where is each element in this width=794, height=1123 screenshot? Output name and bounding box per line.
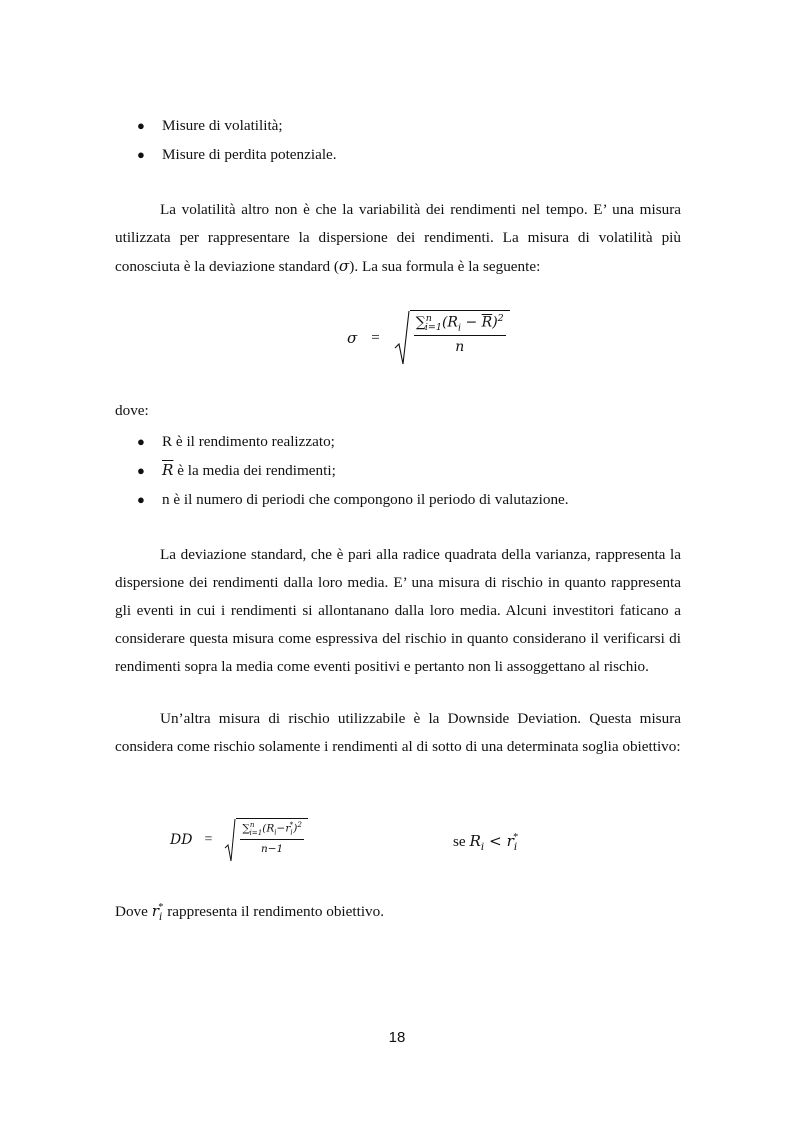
bullet-list-definitions (137, 427, 697, 514)
formula-numerator: $\sum^n_{i=1}(R_i - \overline{R})^2$ (414, 313, 506, 336)
bullet-icon: ● (137, 463, 145, 478)
bullet-icon: ● (137, 492, 145, 507)
formula-denominator: n (455, 339, 465, 356)
bullet-list-measures (137, 111, 697, 169)
list-item: ● R è il rendimento realizzato; (137, 427, 697, 456)
list-item: ● n è il numero di periodi che compongono il periodo di valutazione. (137, 485, 697, 514)
paragraph-standard-deviation: La deviazione standard, che è pari alla radice quadrata della varianza, rappresenta la dispersione dei rendimenti dalla loro media. E’ una misura di rischio in quanto rappresenta gli eventi in cui i rendimenti si allontanano dalla loro media. Alcuni investitori faticano a considerare questa misura come espressiva del rischio in quanto considerano il verificarsi di rendimenti sopra la media come eventi positivi e pertanto non li assoggettano al rischio. (115, 546, 681, 675)
formula-standard-deviation: σ = $\frac{\sum^n_{i=1}(R_i - \overline{R})^2}{n}$ (347, 310, 510, 366)
paragraph-downside-deviation: Un’altra misura di rischio utilizzabile è la Downside Deviation. Questa misura considera come rischio solamente i rendimenti al di sotto di una determinata soglia obiettivo: (115, 710, 681, 755)
formula-numerator: $\sum^n_{i=1}(R_i-r_i^*)^2$ (240, 820, 304, 840)
square-root (394, 310, 510, 366)
list-item: ● Misure di volatilità; (137, 111, 697, 140)
formula-denominator: n−1 (260, 842, 284, 855)
list-item: ● $\overline{R}$ è la media dei rendimenti; (137, 456, 697, 485)
bullet-icon: ● (137, 434, 145, 449)
closing-sentence: Dove $r_i^*$ rappresenta il rendimento obiettivo. (115, 902, 385, 924)
formula-condition: se $R_i < r_i^*$ (453, 832, 519, 854)
dove-label: dove: (115, 402, 149, 419)
bullet-icon: ● (137, 118, 145, 133)
radical-sign-icon (394, 310, 410, 366)
paragraph-volatility: La volatilità altro non è che la variabilità dei rendimenti nel tempo. E’ una misura utilizzata per rappresentare la dispersione dei rendimenti. La misura di volatilità più conosciuta è la deviazione standard (σ). La sua formula è la seguente: (115, 201, 681, 275)
radical-sign-icon (224, 818, 236, 862)
page-number: 18 (388, 1029, 406, 1046)
square-root (224, 818, 308, 862)
formula-downside-deviation: DD = $\frac{\sum^n_{i=1}(R_i-r_i^*)^2}{n-1}$ (170, 818, 308, 862)
list-item: ● Misure di perdita potenziale. (137, 140, 697, 169)
bullet-icon: ● (137, 147, 145, 162)
